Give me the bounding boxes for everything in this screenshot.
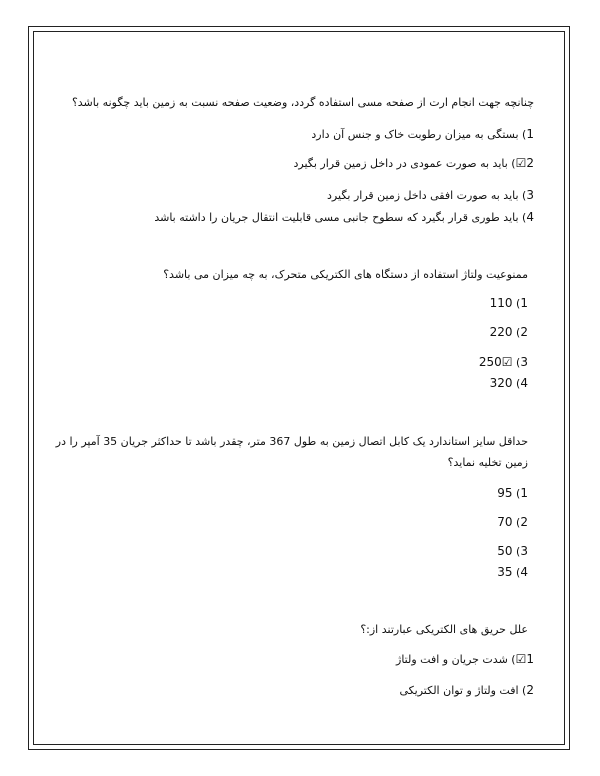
option-number: 1: [520, 486, 528, 500]
q2-option-2: 2) 220: [489, 325, 528, 339]
option-number: 2: [526, 156, 534, 170]
question-3-line-2: زمین تخلیه نماید؟: [447, 456, 528, 469]
q1-option-4: 4) باید طوری قرار بگیرد که سطوح جانبی مسی قابلیت انتقال جریان را داشته باشد: [154, 210, 534, 224]
option-number: 4: [520, 376, 528, 390]
option-number: 2: [520, 325, 528, 339]
option-number: 3: [526, 188, 534, 202]
option-text: باید به صورت افقی داخل زمین قرار بگیرد: [327, 189, 519, 202]
option-number: 1: [526, 127, 534, 141]
option-text: 220: [489, 325, 513, 339]
option-text: 320: [489, 376, 513, 390]
checkbox-checked-icon: ☑: [515, 652, 527, 666]
question-3-line-1: حداقل سایز استاندارد یک کابل اتصال زمین به طول 367 متر، چقدر باشد تا حداکثر جریان 35 آمپر را در: [55, 435, 528, 448]
question-1-text: چنانچه جهت انجام ارت از صفحه مسی استفاده گردد، وضعیت صفحه نسبت به زمین باید چگونه باشد؟: [71, 96, 534, 109]
option-text: 250: [478, 355, 502, 369]
checkbox-checked-icon: ☑: [501, 355, 513, 369]
option-number: 1: [526, 652, 534, 666]
option-number: 2: [520, 515, 528, 529]
option-text: 70: [497, 515, 513, 529]
question-4-text: علل حریق های الکتریکی عبارتند از:؟: [360, 623, 528, 636]
q1-option-1: 1) بستگی به میزان رطوبت خاک و جنس آن دارد: [311, 127, 534, 141]
option-text: 110: [489, 296, 513, 310]
option-number: 1: [520, 296, 528, 310]
option-text: 50: [497, 544, 513, 558]
option-text: باید طوری قرار بگیرد که سطوح جانبی مسی قابلیت انتقال جریان را داشته باشد: [154, 211, 519, 224]
q3-option-2: 2) 70: [497, 515, 528, 529]
option-text: 95: [497, 486, 513, 500]
q3-option-4: 4) 35: [497, 565, 528, 579]
q1-option-3: 3) باید به صورت افقی داخل زمین قرار بگیرد: [327, 188, 534, 202]
q1-option-2: 2☑) باید به صورت عمودی در داخل زمین قرار بگیرد: [293, 156, 534, 170]
checkbox-checked-icon: ☑: [515, 156, 527, 170]
option-text: بستگی به میزان رطوبت خاک و جنس آن دارد: [311, 128, 519, 141]
q2-option-3: 3) ☑250: [478, 355, 528, 369]
option-text: شدت جریان و افت ولتاژ: [396, 653, 508, 666]
q2-option-4: 4) 320: [489, 376, 528, 390]
q3-option-1: 1) 95: [497, 486, 528, 500]
option-text: 35: [497, 565, 513, 579]
option-number: 3: [520, 544, 528, 558]
q4-option-1: 1☑) شدت جریان و افت ولتاژ: [396, 652, 534, 666]
option-number: 2: [526, 683, 534, 697]
option-number: 3: [520, 355, 528, 369]
q3-option-3: 3) 50: [497, 544, 528, 558]
q2-option-1: 1) 110: [489, 296, 528, 310]
option-number: 4: [520, 565, 528, 579]
option-text: افت ولتاژ و توان الکتریکی: [399, 684, 519, 697]
option-text: باید به صورت عمودی در داخل زمین قرار بگیرد: [293, 157, 508, 170]
question-2-text: ممنوعیت ولتاژ استفاده از دستگاه های الکتریکی متحرک، به چه میزان می باشد؟: [163, 268, 528, 281]
q4-option-2: 2) افت ولتاژ و توان الکتریکی: [399, 683, 534, 697]
option-number: 4: [526, 210, 534, 224]
